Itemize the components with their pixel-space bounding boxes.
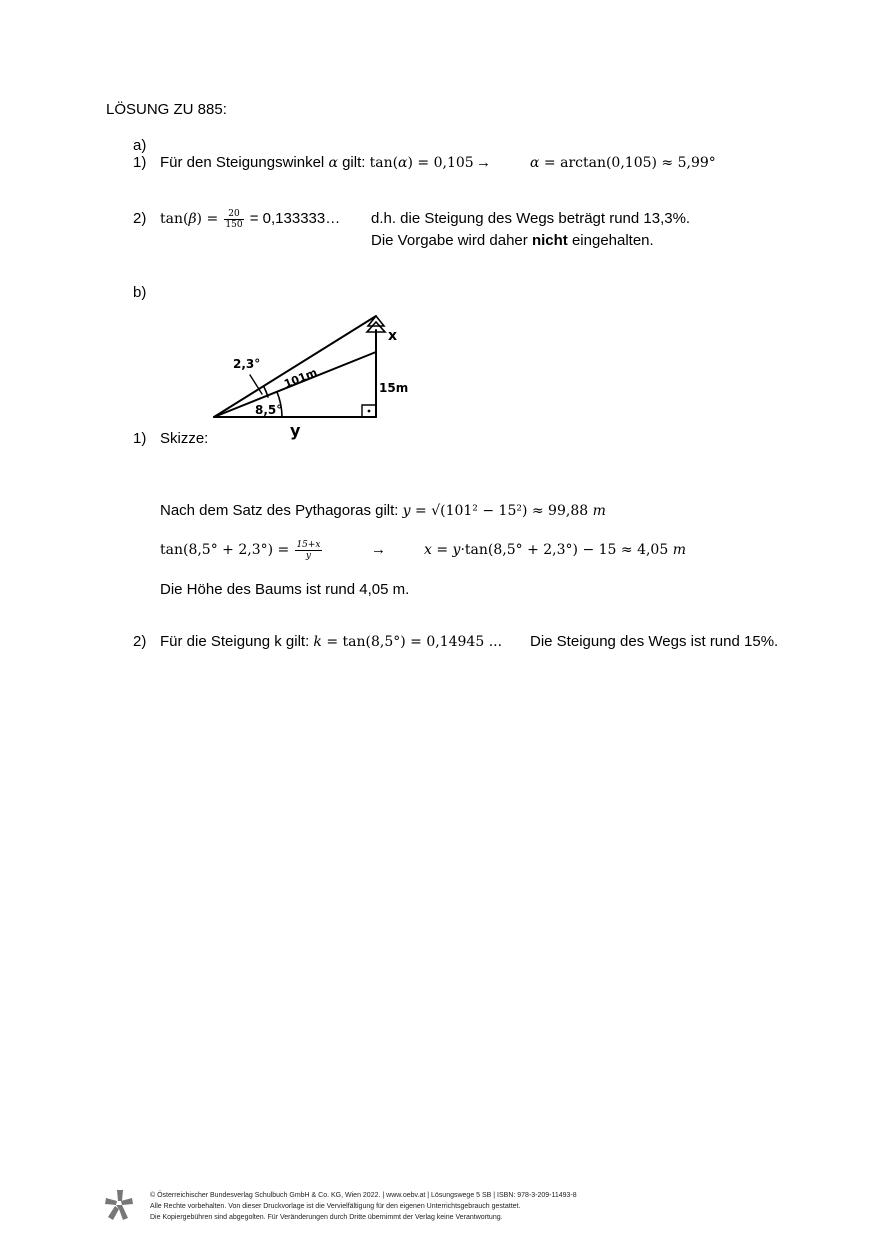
- part-a-item2-num: 2): [133, 210, 147, 227]
- footer-fees: Die Kopiergebühren sind abgegolten. Für Veränderungen durch Dritte übernimmt der Verlag keine Verantwortung.: [150, 1214, 503, 1221]
- footer-rights: Alle Rechte vorbehalten. Von dieser Druckvorlage ist die Vervielfältigung für den eigenen Unterrichtsgebrauch gestattet.: [150, 1203, 521, 1210]
- alpha-symbol: α: [328, 155, 338, 171]
- steigungswinkel-label: Für den Steigungswinkel: [160, 154, 325, 171]
- label-y: y: [290, 421, 301, 440]
- inner-hypotenuse: [214, 352, 376, 417]
- angle-arc-large: [277, 392, 282, 417]
- part-a-item1-num: 1): [133, 154, 147, 171]
- tan-beta-equation: tan(β) = $\frac{20}{150}$ = 0,133333…: [160, 208, 341, 230]
- x-result-equation: x = y·tan(8,5° + 2,3°) − 15 ≈ 4,05 m: [424, 542, 686, 558]
- angle-pointer: [250, 375, 262, 394]
- vorgabe-text: Die Vorgabe wird daher nicht eingehalten.: [371, 232, 654, 249]
- right-angle-mark: [362, 405, 376, 417]
- steigung-k-line: Für die Steigung k gilt: k = tan(8,5°) = 0,14945 ...: [160, 633, 503, 650]
- tan-beta-result: = 0,133333…: [249, 210, 341, 227]
- conclusion-text: Die Höhe des Baums ist rund 4,05 m.: [160, 581, 410, 598]
- part-a-label: a): [133, 137, 147, 154]
- part-a-item1-text: [160, 154, 474, 172]
- outer-hypotenuse: [214, 316, 376, 417]
- gilt-label: gilt:: [342, 154, 366, 171]
- page-title: LÖSUNG ZU 885:: [106, 101, 227, 118]
- right-angle-dot: [368, 410, 371, 413]
- tan-alpha-equation: tan(α) = 0,105: [369, 155, 474, 171]
- arrow-icon: →: [476, 154, 491, 171]
- label-height: 15m: [379, 381, 409, 395]
- fraction-15x-y: $\frac{15+x}{y}$: [296, 539, 321, 561]
- tree-icon: [367, 316, 385, 338]
- label-hypotenuse: 101m: [282, 365, 320, 391]
- part-b-item2-num: 2): [133, 633, 147, 650]
- angle-arc-small: [264, 387, 268, 397]
- arrow-icon-2: →: [371, 541, 386, 558]
- tan-sum-equation: tan(8,5° + 2,3°) = $\frac{15+x}{y}$: [160, 539, 321, 561]
- steigung-text: d.h. die Steigung des Wegs beträgt rund 13,3%.: [371, 210, 691, 227]
- label-angle-small: 2,3°: [233, 357, 261, 371]
- pythagoras-line: Nach dem Satz des Pythagoras gilt: y = √(101² − 15²) ≈ 99,88 m: [160, 502, 606, 519]
- arctan-equation: α = arctan(0,105) ≈ 5,99°: [530, 155, 716, 171]
- fraction-20-150: $\frac{20}{150}$: [225, 208, 243, 230]
- footer-copyright: © Österreichischer Bundesverlag Schulbuch GmbH & Co. KG, Wien 2022. | www.oebv.at | Lösungswege 5 SB | ISBN: 978-3-209-11493-8: [150, 1192, 577, 1199]
- publisher-logo-icon: [104, 1189, 134, 1221]
- skizze-label: Skizze:: [160, 430, 209, 447]
- label-x: x: [388, 328, 398, 344]
- steigung-result: Die Steigung des Wegs ist rund 15%.: [530, 633, 779, 650]
- part-b-label: b): [133, 284, 147, 301]
- part-b-item1-num: 1): [133, 430, 147, 447]
- label-angle-large: 8,5°: [255, 403, 283, 417]
